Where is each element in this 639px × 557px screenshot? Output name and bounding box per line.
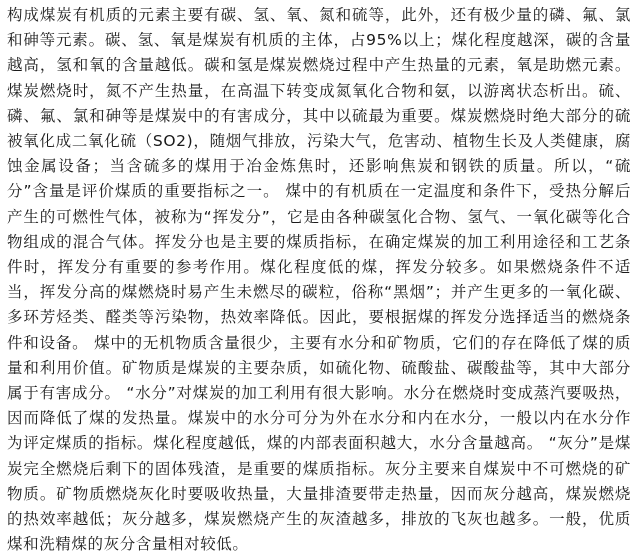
body-text-paragraph: 构成煤炭有机质的元素主要有碳、氢、氧、氮和硫等，此外，还有极少量的磷、氟、氯和砷等元素。碳、氢、氧是煤炭有机质的主体，占95%以上；煤化程度越深，碳的含量越高，氢和氧的含量越低。碳和氢是煤炭燃烧过程中产生热量的元素，氧是助燃元素。煤炭燃烧时，氮不产生热量，在高温下转变成氮氧化合物和氨，以游离状态析出。硫、磷、氟、氯和砷等是煤炭中的有害成分，其中以硫最为重要。煤炭燃烧时绝大部分的硫被氧化成二氧化硫（SO2)，随烟气排放，污染大气，危害动、植物生长及人类健康，腐蚀金属设备；当含硫多的煤用于冶金炼焦时，还影响焦炭和钢铁的质量。所以，“硫分”含量是评价煤质的重要指标之一。 煤中的有机质在一定温度和条件下，受热分解后产生的可燃性气体，被称为“挥发分”，它是由各种碳氢化合物、氢气、一氧化碳等化合物组成的混合气体。挥发分也是主要的煤质指标，在确定煤炭的加工利用途径和工艺条件时，挥发分有重要的参考作用。煤化程度低的煤，挥发分较多。如果燃烧条件不适当，挥发分高的煤燃烧时易产生未燃尽的碳粒，俗称“黑烟”；并产生更多的一氧化碳、多环芳烃类、醛类等污染物，热效率降低。因此，要根据煤的挥发分选择适当的燃烧条件和设备。 煤中的无机物质含量很少，主要有水分和矿物质，它们的存在降低了煤的质量和利用价值。矿物质是煤炭的主要杂质，如硫化物、硫酸盐、碳酸盐等，其中大部分属于有害成分。 “水分”对煤炭的加工利用有很大影响。水分在燃烧时变成蒸汽要吸热，因而降低了煤的发热量。煤炭中的水分可分为外在水分和内在水分，一般以内在水分作为评定煤质的指标。煤化程度越低，煤的内部表面积越大，水分含量越高。 “灰分”是煤炭完全燃烧后剩下的固体残渣，是重要的煤质指标。灰分主要来自煤炭中不可燃烧的矿物质。矿物质燃烧灰化时要吸收热量，大量排渣要带走热量，因而灰分越高，煤炭燃烧的热效率越低；灰分越多，煤炭燃烧产生的灰渣越多，排放的飞灰也越多。一般，优质煤和洗精煤的灰分含量相对较低。 <box>7 6 631 554</box>
